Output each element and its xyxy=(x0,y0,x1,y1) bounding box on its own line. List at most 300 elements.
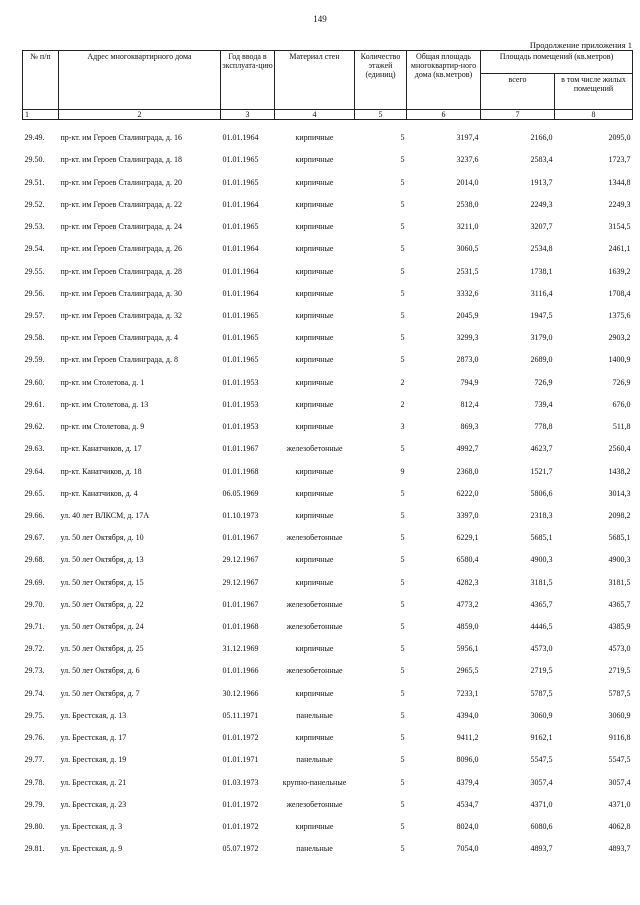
row-address: пр-кт. им Героев Сталинграда, д. 18 xyxy=(60,155,182,165)
row-number: 29.54. xyxy=(24,244,45,254)
continuation-note: Продолжение приложения 1 xyxy=(529,40,632,50)
row-area-living: 5787,5 xyxy=(608,688,631,698)
row-floors: 2 xyxy=(400,377,405,387)
row-area-all: 4365,7 xyxy=(530,599,553,609)
row-total-area: 2538,0 xyxy=(456,199,479,209)
row-year: 29.12.1967 xyxy=(222,577,259,587)
row-year: 01.03.1973 xyxy=(222,777,259,787)
row-number: 29.78. xyxy=(24,777,45,787)
row-total-area: 2045,9 xyxy=(456,310,479,320)
row-floors: 5 xyxy=(400,822,405,831)
row-year: 05.07.1972 xyxy=(222,844,259,854)
row-address: ул. 50 лет Октября, д. 6 xyxy=(60,666,140,676)
row-total-area: 3332,6 xyxy=(456,288,479,298)
row-area-living: 1723,7 xyxy=(608,155,631,165)
row-year: 01.01.1964 xyxy=(222,288,259,298)
row-year: 01.01.1968 xyxy=(222,466,259,476)
row-material: кирпичные xyxy=(295,422,334,432)
row-material: кирпичные xyxy=(295,244,334,254)
row-area-all: 726,9 xyxy=(534,377,553,387)
row-year: 01.01.1965 xyxy=(222,333,259,343)
row-area-living: 3057,4 xyxy=(608,777,631,787)
row-year: 01.01.1965 xyxy=(222,222,259,232)
table-row xyxy=(23,787,633,809)
row-area-living: 1375,6 xyxy=(608,310,631,320)
row-year: 01.01.1965 xyxy=(222,355,259,365)
column-number: 2 xyxy=(59,110,221,120)
row-area-all: 4446,5 xyxy=(530,622,553,632)
row-area-all: 2689,0 xyxy=(530,355,553,365)
row-year: 01.01.1967 xyxy=(222,599,259,609)
row-area-all: 2318,3 xyxy=(530,510,553,520)
row-total-area: 2014,0 xyxy=(456,177,479,187)
row-address: ул. Брестская, д. 3 xyxy=(60,822,123,831)
row-material: кирпичные xyxy=(295,155,334,165)
row-number: 29.68. xyxy=(24,555,45,565)
column-number: 1 xyxy=(23,110,59,120)
row-area-living: 1438,2 xyxy=(608,466,631,476)
row-material: кирпичные xyxy=(295,377,334,387)
header-num: № п/п xyxy=(23,51,59,110)
row-total-area: 2368,0 xyxy=(456,466,479,476)
row-number: 29.49. xyxy=(24,133,45,143)
row-floors: 9 xyxy=(400,466,405,476)
row-number: 29.52. xyxy=(24,199,45,209)
row-area-all: 5806,6 xyxy=(530,488,553,498)
row-address: ул. Брестская, д. 23 xyxy=(60,799,127,809)
table-row xyxy=(23,742,633,764)
row-floors: 5 xyxy=(400,488,405,498)
row-address: пр-кт. им Героев Сталинграда, д. 22 xyxy=(60,199,182,209)
row-material: кирпичные xyxy=(295,199,334,209)
column-number: 7 xyxy=(481,110,555,120)
row-floors: 5 xyxy=(400,444,405,454)
row-number: 29.59. xyxy=(24,355,45,365)
page-number: 149 xyxy=(313,14,327,24)
row-area-all: 4371,0 xyxy=(530,799,553,809)
row-total-area: 9411,2 xyxy=(456,733,479,743)
row-area-all: 778,8 xyxy=(534,422,553,432)
row-material: железобетонные xyxy=(286,799,343,809)
row-floors: 5 xyxy=(400,222,405,232)
row-address: пр-кт. им Столетова, д. 13 xyxy=(60,399,149,409)
row-floors: 2 xyxy=(400,399,405,409)
row-area-all: 1947,5 xyxy=(530,310,553,320)
row-area-all: 9162,1 xyxy=(530,733,553,743)
row-area-living: 1708,4 xyxy=(608,288,631,298)
table-row xyxy=(23,609,633,631)
row-total-area: 6229,1 xyxy=(456,533,479,543)
row-address: ул. 50 лет Октября, д. 13 xyxy=(60,555,144,565)
row-floors: 5 xyxy=(400,755,405,765)
row-address: пр-кт. им Героев Сталинграда, д. 24 xyxy=(60,222,182,232)
row-number: 29.62. xyxy=(24,422,45,432)
row-total-area: 3299,3 xyxy=(456,333,479,343)
table-row xyxy=(23,764,633,786)
row-material: кирпичные xyxy=(295,266,334,276)
row-material: панельные xyxy=(296,755,333,765)
row-address: ул. 50 лет Октября, д. 15 xyxy=(60,577,144,587)
row-floors: 5 xyxy=(400,688,405,698)
row-number: 29.61. xyxy=(24,399,45,409)
row-area-living: 3060,9 xyxy=(608,710,631,720)
row-area-all: 6080,6 xyxy=(530,822,553,831)
row-year: 01.01.1953 xyxy=(222,422,259,432)
row-area-all: 1521,7 xyxy=(530,466,553,476)
row-total-area: 794,9 xyxy=(460,377,479,387)
row-area-all: 2249,3 xyxy=(530,199,553,209)
row-year: 31.12.1969 xyxy=(222,644,259,654)
table-row xyxy=(23,698,633,720)
row-area-living: 2095,0 xyxy=(608,133,631,143)
table-row xyxy=(23,831,633,853)
row-floors: 5 xyxy=(400,199,405,209)
row-floors: 5 xyxy=(400,355,405,365)
header-material: Материал стен xyxy=(275,51,355,110)
table-row xyxy=(23,253,633,275)
row-address: ул. Брестская, д. 19 xyxy=(60,755,127,765)
table-row xyxy=(23,142,633,164)
row-address: ул. 50 лет Октября, д. 24 xyxy=(60,622,144,632)
table-row xyxy=(23,431,633,453)
row-total-area: 5956,1 xyxy=(456,644,479,654)
row-material: железобетонные xyxy=(286,533,343,543)
row-area-living: 4900,3 xyxy=(608,555,631,565)
column-number: 4 xyxy=(275,110,355,120)
row-material: кирпичные xyxy=(295,222,334,232)
header-premises-living: в том числе жилых помещений xyxy=(555,74,633,110)
row-floors: 5 xyxy=(400,622,405,632)
row-material: железобетонные xyxy=(286,444,343,454)
row-floors: 5 xyxy=(400,133,405,143)
row-area-all: 3057,4 xyxy=(530,777,553,787)
row-area-all: 4623,7 xyxy=(530,444,553,454)
row-floors: 5 xyxy=(400,333,405,343)
row-area-living: 5685,1 xyxy=(608,533,631,543)
row-material: кирпичные xyxy=(295,177,334,187)
row-year: 01.01.1953 xyxy=(222,399,259,409)
table-row xyxy=(23,542,633,564)
row-year: 01.01.1964 xyxy=(222,133,259,143)
row-year: 01.01.1968 xyxy=(222,622,259,632)
row-total-area: 4992,7 xyxy=(456,444,479,454)
table-row xyxy=(23,298,633,320)
row-area-all: 2719,5 xyxy=(530,666,553,676)
row-floors: 5 xyxy=(400,666,405,676)
row-total-area: 2873,0 xyxy=(456,355,479,365)
row-area-living: 511,8 xyxy=(612,422,631,432)
row-area-all: 5547,5 xyxy=(530,755,553,765)
row-address: пр-кт. им Героев Сталинграда, д. 20 xyxy=(60,177,182,187)
row-total-area: 4394,0 xyxy=(456,710,479,720)
row-year: 01.01.1953 xyxy=(222,377,259,387)
row-total-area: 6222,0 xyxy=(456,488,479,498)
row-number: 29.65. xyxy=(24,488,45,498)
row-number: 29.76. xyxy=(24,733,45,743)
row-number: 29.58. xyxy=(24,333,45,343)
row-number: 29.71. xyxy=(24,622,45,632)
row-address: пр-кт. им Героев Сталинграда, д. 8 xyxy=(60,355,178,365)
table-row xyxy=(23,587,633,609)
row-area-living: 1344,8 xyxy=(608,177,631,187)
row-area-living: 4385,9 xyxy=(608,622,631,632)
header-total-area: Общая площадь многоквартир-ного дома (кв.метров) xyxy=(407,51,481,110)
row-number: 29.74. xyxy=(24,688,45,698)
row-area-living: 2461,1 xyxy=(608,244,631,254)
row-year: 01.01.1965 xyxy=(222,310,259,320)
row-address: ул. 40 лет ВЛКСМ, д. 17А xyxy=(60,510,150,520)
row-floors: 5 xyxy=(400,177,405,187)
row-area-all: 3116,4 xyxy=(530,288,553,298)
row-area-living: 3181,5 xyxy=(608,577,631,587)
row-material: кирпичные xyxy=(295,688,334,698)
table-row xyxy=(23,120,633,143)
row-floors: 5 xyxy=(400,844,405,854)
table-row xyxy=(23,231,633,253)
header-floors: Количество этажей (единиц) xyxy=(355,51,407,110)
table-body xyxy=(23,120,633,854)
row-material: кирпичные xyxy=(295,133,334,143)
row-area-living: 9116,8 xyxy=(608,733,631,743)
row-material: кирпичные xyxy=(295,577,334,587)
row-year: 01.01.1972 xyxy=(222,799,259,809)
row-area-living: 1639,2 xyxy=(608,266,631,276)
row-number: 29.66. xyxy=(24,510,45,520)
row-area-all: 2534,8 xyxy=(530,244,553,254)
table-row xyxy=(23,164,633,186)
row-total-area: 4773,2 xyxy=(456,599,479,609)
row-address: пр-кт. Канатчиков, д. 17 xyxy=(60,444,142,454)
row-area-all: 1913,7 xyxy=(530,177,553,187)
row-address: ул. Брестская, д. 17 xyxy=(60,733,127,743)
row-year: 01.01.1964 xyxy=(222,199,259,209)
row-material: железобетонные xyxy=(286,666,343,676)
row-area-all: 5787,5 xyxy=(530,688,553,698)
row-area-all: 1738,1 xyxy=(530,266,553,276)
row-number: 29.56. xyxy=(24,288,45,298)
table-row xyxy=(23,476,633,498)
row-area-living: 676,0 xyxy=(612,399,631,409)
column-number-row xyxy=(23,110,633,120)
row-area-living: 2560,4 xyxy=(608,444,631,454)
row-number: 29.60. xyxy=(24,377,45,387)
row-floors: 5 xyxy=(400,155,405,165)
row-total-area: 8096,0 xyxy=(456,755,479,765)
header-premises-area: Площадь помещений (кв.метров) xyxy=(481,51,633,74)
row-total-area: 4379,4 xyxy=(456,777,479,787)
row-number: 29.72. xyxy=(24,644,45,654)
row-number: 29.50. xyxy=(24,155,45,165)
row-address: пр-кт. Канатчиков, д. 4 xyxy=(60,488,138,498)
row-total-area: 2965,5 xyxy=(456,666,479,676)
row-area-living: 4371,0 xyxy=(608,799,631,809)
row-area-all: 4573,0 xyxy=(530,644,553,654)
row-material: крупно-панельные xyxy=(282,777,347,787)
header-address: Адрес многоквартирного дома xyxy=(59,51,221,110)
row-area-all: 4900,3 xyxy=(530,555,553,565)
row-number: 29.70. xyxy=(24,599,45,609)
table-row xyxy=(23,720,633,742)
row-total-area: 3060,5 xyxy=(456,244,479,254)
row-material: кирпичные xyxy=(295,644,334,654)
row-address: ул. 50 лет Октября, д. 25 xyxy=(60,644,144,654)
row-material: кирпичные xyxy=(295,355,334,365)
row-total-area: 4282,3 xyxy=(456,577,479,587)
row-material: кирпичные xyxy=(295,288,334,298)
table-row xyxy=(23,209,633,231)
header-premises-all: всего xyxy=(481,74,555,110)
row-area-living: 2098,2 xyxy=(608,510,631,520)
row-floors: 5 xyxy=(400,644,405,654)
row-area-living: 3154,5 xyxy=(608,222,631,232)
row-floors: 3 xyxy=(400,422,405,432)
row-material: кирпичные xyxy=(295,399,334,409)
row-number: 29.51. xyxy=(24,177,45,187)
row-total-area: 869,3 xyxy=(460,422,479,432)
column-number: 5 xyxy=(355,110,407,120)
row-material: кирпичные xyxy=(295,310,334,320)
row-number: 29.75. xyxy=(24,710,45,720)
row-year: 01.01.1972 xyxy=(222,733,259,743)
table-row xyxy=(23,564,633,586)
table-row xyxy=(23,498,633,520)
row-year: 01.01.1971 xyxy=(222,755,259,765)
row-total-area: 4859,0 xyxy=(456,622,479,632)
row-year: 01.01.1967 xyxy=(222,533,259,543)
row-floors: 5 xyxy=(400,244,405,254)
row-floors: 5 xyxy=(400,799,405,809)
row-address: пр-кт. им Героев Сталинграда, д. 28 xyxy=(60,266,182,276)
row-total-area: 3397,0 xyxy=(456,510,479,520)
row-number: 29.57. xyxy=(24,310,45,320)
row-number: 29.64. xyxy=(24,466,45,476)
housing-register-table xyxy=(22,50,633,853)
table-row xyxy=(23,276,633,298)
row-year: 05.11.1971 xyxy=(222,710,259,720)
row-area-living: 5547,5 xyxy=(608,755,631,765)
row-area-all: 4893,7 xyxy=(530,844,553,854)
row-number: 29.69. xyxy=(24,577,45,587)
row-year: 01.01.1966 xyxy=(222,666,259,676)
row-area-living: 4062,8 xyxy=(608,822,631,831)
row-area-all: 3181,5 xyxy=(530,577,553,587)
row-area-living: 4573,0 xyxy=(608,644,631,654)
row-year: 29.12.1967 xyxy=(222,555,259,565)
row-address: ул. Брестская, д. 9 xyxy=(60,844,123,854)
row-address: ул. Брестская, д. 13 xyxy=(60,710,127,720)
row-area-living: 2719,5 xyxy=(608,666,631,676)
column-number: 6 xyxy=(407,110,481,120)
header-year: Год ввода в эксплуата-цию xyxy=(221,51,275,110)
row-address: пр-кт. Канатчиков, д. 18 xyxy=(60,466,142,476)
row-material: кирпичные xyxy=(295,510,334,520)
row-address: ул. Брестская, д. 21 xyxy=(60,777,127,787)
row-address: ул. 50 лет Октября, д. 22 xyxy=(60,599,144,609)
row-area-all: 739,4 xyxy=(534,399,553,409)
row-year: 01.01.1965 xyxy=(222,155,259,165)
row-area-living: 4893,7 xyxy=(608,844,631,854)
table-row xyxy=(23,631,633,653)
row-number: 29.55. xyxy=(24,266,45,276)
row-floors: 5 xyxy=(400,510,405,520)
row-year: 01.01.1972 xyxy=(222,822,259,831)
column-number: 8 xyxy=(555,110,633,120)
row-total-area: 3211,0 xyxy=(456,222,479,232)
row-floors: 5 xyxy=(400,533,405,543)
table-row xyxy=(23,809,633,831)
row-total-area: 2531,5 xyxy=(456,266,479,276)
row-area-living: 4365,7 xyxy=(608,599,631,609)
table-row xyxy=(23,387,633,409)
row-address: ул. 50 лет Октября, д. 10 xyxy=(60,533,144,543)
column-number: 3 xyxy=(221,110,275,120)
row-address: пр-кт. им Героев Сталинграда, д. 16 xyxy=(60,133,182,143)
row-floors: 5 xyxy=(400,266,405,276)
row-number: 29.67. xyxy=(24,533,45,543)
table-row xyxy=(23,342,633,364)
row-total-area: 3197,4 xyxy=(456,133,479,143)
row-total-area: 7233,1 xyxy=(456,688,479,698)
table-row xyxy=(23,187,633,209)
row-address: пр-кт. им Столетова, д. 9 xyxy=(60,422,145,432)
table-row xyxy=(23,520,633,542)
row-total-area: 3237,6 xyxy=(456,155,479,165)
row-total-area: 8024,0 xyxy=(456,822,479,831)
table-row xyxy=(23,409,633,431)
row-area-all: 2166,0 xyxy=(530,133,553,143)
row-address: пр-кт. им Героев Сталинграда, д. 32 xyxy=(60,310,182,320)
row-material: железобетонные xyxy=(286,599,343,609)
row-area-all: 2583,4 xyxy=(530,155,553,165)
row-area-all: 3060,9 xyxy=(530,710,553,720)
row-area-all: 3179,0 xyxy=(530,333,553,343)
row-total-area: 7054,0 xyxy=(456,844,479,854)
row-address: пр-кт. им Столетова, д. 1 xyxy=(60,377,145,387)
row-number: 29.81. xyxy=(24,844,45,854)
table-row xyxy=(23,453,633,475)
row-floors: 5 xyxy=(400,733,405,743)
row-number: 29.79. xyxy=(24,799,45,809)
row-floors: 5 xyxy=(400,710,405,720)
row-material: кирпичные xyxy=(295,333,334,343)
row-year: 01.01.1967 xyxy=(222,444,259,454)
row-floors: 5 xyxy=(400,555,405,565)
row-floors: 5 xyxy=(400,577,405,587)
row-number: 29.53. xyxy=(24,222,45,232)
row-year: 01.01.1965 xyxy=(222,177,259,187)
row-area-living: 2903,2 xyxy=(608,333,631,343)
row-number: 29.77. xyxy=(24,755,45,765)
row-total-area: 6580,4 xyxy=(456,555,479,565)
row-total-area: 4534,7 xyxy=(456,799,479,809)
row-floors: 5 xyxy=(400,288,405,298)
row-area-all: 3207,7 xyxy=(530,222,553,232)
row-year: 01.10.1973 xyxy=(222,510,259,520)
row-floors: 5 xyxy=(400,599,405,609)
row-material: кирпичные xyxy=(295,822,334,831)
row-area-all: 5685,1 xyxy=(530,533,553,543)
row-area-living: 726,9 xyxy=(612,377,631,387)
row-address: пр-кт. им Героев Сталинграда, д. 30 xyxy=(60,288,182,298)
row-material: железобетонные xyxy=(286,622,343,632)
row-material: панельные xyxy=(296,710,333,720)
row-number: 29.63. xyxy=(24,444,45,454)
row-year: 01.01.1964 xyxy=(222,244,259,254)
row-floors: 5 xyxy=(400,777,405,787)
row-year: 06.05.1969 xyxy=(222,488,259,498)
row-address: пр-кт. им Героев Сталинграда, д. 4 xyxy=(60,333,178,343)
table-row xyxy=(23,320,633,342)
